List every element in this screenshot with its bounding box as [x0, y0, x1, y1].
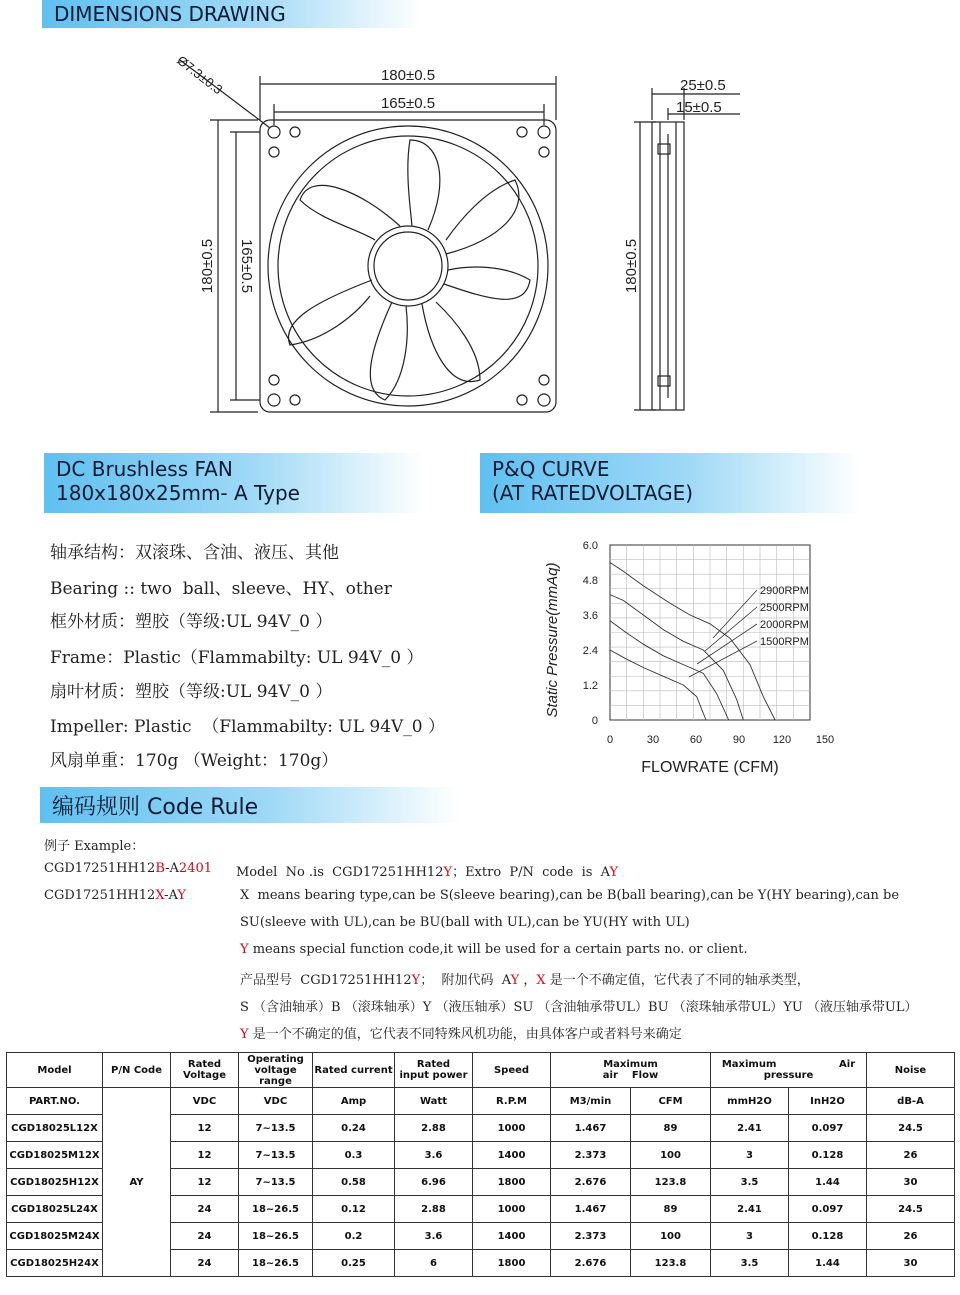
cell-v: 12 — [171, 1115, 239, 1142]
model1-extra-code: 2401 — [178, 861, 212, 876]
pq-title-line1: P&Q CURVE — [492, 457, 610, 481]
th-rv-1: Rated — [187, 1059, 222, 1070]
rule5-c: ； 附加代码 A — [420, 973, 511, 988]
th-pn-code: P/N Code — [103, 1053, 171, 1088]
rule1-c: ；Extro P/N code is A — [452, 865, 610, 880]
cell-rpm: 1400 — [473, 1223, 551, 1250]
rule-line-1 — [236, 861, 618, 880]
cell-cfm: 123.8 — [631, 1250, 711, 1277]
spec-weight: 风扇单重：170g （Weight：170g） — [50, 751, 339, 771]
cell-rpm: 1800 — [473, 1250, 551, 1277]
unit-amp: Amp — [313, 1088, 395, 1115]
table-header-row — [7, 1053, 955, 1088]
fan-header — [44, 453, 424, 513]
cell-db: 24.5 — [867, 1196, 955, 1223]
cell-in: 0.128 — [789, 1223, 867, 1250]
series-line-2900rpm — [610, 563, 775, 721]
cell-rpm: 1000 — [473, 1115, 551, 1142]
chart-ylabel: Static Pressure(mmAq) — [544, 562, 561, 718]
cell-mm: 3 — [711, 1223, 789, 1250]
unit-vdc-rated: VDC — [171, 1088, 239, 1115]
cell-mm: 2.41 — [711, 1115, 789, 1142]
front-view-drawing — [160, 40, 580, 430]
cell-cfm: 89 — [631, 1196, 711, 1223]
cell-watt: 3.6 — [395, 1142, 473, 1169]
series-line-1500rpm — [610, 650, 706, 720]
unit-watt: Watt — [395, 1088, 473, 1115]
rule1-a: Model No .is CGD17251HH12 — [236, 865, 444, 880]
th-air-pressure — [711, 1053, 867, 1088]
unit-db: dB-A — [867, 1088, 955, 1115]
th-model: Model — [7, 1053, 103, 1088]
width-inner-label: 165±0.5 — [380, 95, 436, 112]
cell-watt: 2.88 — [395, 1115, 473, 1142]
rule5-f: X — [536, 973, 546, 988]
model1-base: CGD17251HH12 — [44, 861, 156, 876]
legend-leader — [697, 624, 757, 664]
side-height-label: 180±0.5 — [623, 238, 640, 294]
cell-model: CGD18025L12X — [7, 1115, 103, 1142]
fan-title-line1: DC Brushless FAN — [56, 457, 233, 481]
unit-inh2o: InH2O — [789, 1088, 867, 1115]
th-operating-voltage — [239, 1053, 313, 1088]
rule7-a: Y — [240, 1027, 249, 1042]
x-tick-label: 150 — [815, 734, 835, 746]
cell-model: CGD18025M24X — [7, 1223, 103, 1250]
example-model-2 — [44, 888, 186, 903]
unit-m3: M3/min — [551, 1088, 631, 1115]
spec-bearing-cn: 轴承结构：双滚珠、含油、液压、其他 — [50, 543, 339, 563]
cell-range: 7~13.5 — [239, 1115, 313, 1142]
cell-mm: 2.41 — [711, 1196, 789, 1223]
pq-curve-chart — [535, 530, 855, 790]
cell-m3: 2.373 — [551, 1223, 631, 1250]
code-rule-title: 编码规则 Code Rule — [52, 795, 259, 820]
example-label: 例子 Example： — [44, 839, 145, 854]
rule5-g: 是一个不确定值，它代表了不同的轴承类型， — [545, 973, 810, 988]
cell-amp: 0.3 — [313, 1142, 395, 1169]
side-inner-label: 15±0.5 — [676, 99, 722, 116]
rule4-a: Y — [240, 942, 249, 957]
fan-title-line2: 180x180x25mm- A Type — [56, 481, 300, 505]
spec-impeller-cn: 扇叶材质：塑胶（等级:UL 94V_0 ） — [50, 682, 333, 702]
rule5-e: ， — [519, 973, 537, 988]
cell-range: 7~13.5 — [239, 1142, 313, 1169]
y-tick-label: 6.0 — [582, 540, 598, 552]
cell-v: 12 — [171, 1169, 239, 1196]
width-outer-label: 180±0.5 — [380, 67, 436, 84]
cell-rpm: 1400 — [473, 1142, 551, 1169]
cell-model: CGD18025M12X — [7, 1142, 103, 1169]
x-tick-label: 90 — [732, 734, 746, 746]
model2-sep: -A — [164, 888, 178, 903]
cell-m3: 2.676 — [551, 1169, 631, 1196]
cell-mm: 3.5 — [711, 1250, 789, 1277]
rule-line-5 — [240, 969, 810, 988]
cell-db: 24.5 — [867, 1115, 955, 1142]
cell-rpm: 1000 — [473, 1196, 551, 1223]
cell-cfm: 89 — [631, 1115, 711, 1142]
model2-base: CGD17251HH12 — [44, 888, 156, 903]
legend-2000rpm: 2000RPM — [760, 619, 809, 631]
rule1-b: Y — [443, 865, 453, 880]
cell-m3: 1.467 — [551, 1115, 631, 1142]
side-view-drawing — [600, 70, 750, 420]
chart-xlabel: FLOWRATE (CFM) — [641, 759, 779, 776]
cell-cfm: 100 — [631, 1142, 711, 1169]
cell-in: 1.44 — [789, 1169, 867, 1196]
cell-m3: 2.373 — [551, 1142, 631, 1169]
th-rated-power — [395, 1053, 473, 1088]
pn-code-cell: AY — [103, 1088, 171, 1277]
cell-db: 26 — [867, 1223, 955, 1250]
x-tick-label: 120 — [772, 734, 792, 746]
rule-line-4 — [240, 942, 748, 957]
cell-v: 24 — [171, 1223, 239, 1250]
th-ap-1: Maximum Air — [721, 1059, 856, 1070]
x-tick-label: 30 — [646, 734, 660, 746]
cell-in: 0.128 — [789, 1142, 867, 1169]
cell-amp: 0.25 — [313, 1250, 395, 1277]
th-rv-2: Voltage — [183, 1070, 226, 1081]
cell-cfm: 100 — [631, 1223, 711, 1250]
hole-label: Ø7.3±0.3 — [174, 52, 226, 98]
code-rule-header — [40, 787, 460, 823]
legend-2500rpm: 2500RPM — [760, 602, 809, 614]
pq-header — [480, 453, 860, 513]
th-ov-1: Operating — [247, 1053, 304, 1065]
cell-range: 7~13.5 — [239, 1169, 313, 1196]
cell-db: 30 — [867, 1169, 955, 1196]
rule5-b: Y — [411, 973, 421, 988]
cell-m3: 2.676 — [551, 1250, 631, 1277]
example-model-1 — [44, 861, 212, 876]
th-af-2: air Flow — [602, 1070, 659, 1081]
rule-line-2: X means bearing type,can be S(sleeve bearing),can be B(ball bearing),can be Y(HY bearing),can be — [240, 888, 900, 903]
cell-model: CGD18025H12X — [7, 1169, 103, 1196]
th-speed: Speed — [473, 1053, 551, 1088]
th-rp-1: Rated — [416, 1059, 451, 1070]
legend-2900rpm: 2900RPM — [760, 585, 809, 597]
y-tick-label: 4.8 — [582, 575, 598, 587]
cell-amp: 0.12 — [313, 1196, 395, 1223]
y-tick-label: 0 — [591, 715, 598, 727]
rule5-d: Y — [510, 973, 520, 988]
cell-m3: 1.467 — [551, 1196, 631, 1223]
height-outer-label: 180±0.5 — [199, 238, 216, 294]
spec-impeller-en: Impeller: Plastic （Flammabilty: UL 94V_0 ） — [50, 717, 446, 737]
cell-amp: 0.58 — [313, 1169, 395, 1196]
cell-range: 18~26.5 — [239, 1223, 313, 1250]
th-rated-voltage — [171, 1053, 239, 1088]
unit-rpm: R.P.M — [473, 1088, 551, 1115]
cell-range: 18~26.5 — [239, 1250, 313, 1277]
cell-v: 12 — [171, 1142, 239, 1169]
y-tick-label: 2.4 — [582, 645, 598, 657]
cell-in: 1.44 — [789, 1250, 867, 1277]
rule5-a: 产品型号 CGD17251HH12 — [240, 973, 412, 988]
side-depth-label: 25±0.5 — [680, 77, 726, 94]
cell-amp: 0.24 — [313, 1115, 395, 1142]
unit-cfm: CFM — [631, 1088, 711, 1115]
model1-bearing-code: B — [155, 861, 166, 876]
th-ap-2: pressure — [763, 1070, 814, 1081]
x-tick-label: 60 — [689, 734, 703, 746]
cell-watt: 6.96 — [395, 1169, 473, 1196]
unit-part: PART.NO. — [7, 1088, 103, 1115]
x-tick-label: 0 — [606, 734, 614, 746]
rule-line-6: S （含油轴承）B （滚珠轴承）Y （液压轴承）SU （含油轴承带UL）BU （滚珠轴承带UL）YU （液压轴承带UL） — [240, 1000, 918, 1015]
cell-cfm: 123.8 — [631, 1169, 711, 1196]
rule1-d: Y — [609, 865, 619, 880]
th-af-1: Maximum — [603, 1059, 658, 1070]
spec-frame-cn: 框外材质：塑胶（等级:UL 94V_0 ） — [50, 612, 333, 632]
legend-leader — [713, 590, 757, 638]
cell-v: 24 — [171, 1250, 239, 1277]
legend-1500rpm: 1500RPM — [760, 636, 809, 648]
th-rated-current: Rated current — [313, 1053, 395, 1088]
model1-sep: -A — [165, 861, 179, 876]
cell-in: 0.097 — [789, 1115, 867, 1142]
cell-db: 26 — [867, 1142, 955, 1169]
th-ov-2: voltage range — [254, 1064, 297, 1087]
cell-watt: 2.88 — [395, 1196, 473, 1223]
rule4-b: means special function code,it will be used for a certain parts no. or client. — [248, 942, 748, 957]
cell-model: CGD18025L24X — [7, 1196, 103, 1223]
cell-mm: 3.5 — [711, 1169, 789, 1196]
height-inner-label: 165±0.5 — [238, 238, 255, 294]
dimensions-header — [42, 0, 422, 28]
table-units-row — [7, 1088, 955, 1115]
cell-range: 18~26.5 — [239, 1196, 313, 1223]
unit-vdc-range: VDC — [239, 1088, 313, 1115]
th-air-flow — [551, 1053, 711, 1088]
cell-v: 24 — [171, 1196, 239, 1223]
y-tick-label: 3.6 — [582, 610, 598, 622]
rule-line-7 — [240, 1023, 682, 1042]
cell-db: 30 — [867, 1250, 955, 1277]
cell-watt: 6 — [395, 1250, 473, 1277]
cell-mm: 3 — [711, 1142, 789, 1169]
spec-bearing-en: Bearing :: two ball、sleeve、HY、other — [50, 579, 392, 599]
cell-watt: 3.6 — [395, 1223, 473, 1250]
model2-extra-code: Y — [177, 888, 186, 903]
rule7-b: 是一个不确定的值，它代表不同特殊风机功能，由具体客户或者料号来确定 — [248, 1027, 682, 1042]
spec-frame-en: Frame：Plastic（Flammabilty: UL 94V_0 ） — [50, 648, 424, 668]
cell-model: CGD18025H24X — [7, 1250, 103, 1277]
pq-title-line2: (AT RATEDVOLTAGE) — [492, 481, 694, 505]
spec-table — [6, 1052, 955, 1277]
unit-mmh2o: mmH2O — [711, 1088, 789, 1115]
cell-amp: 0.2 — [313, 1223, 395, 1250]
th-rp-2: input power — [399, 1070, 468, 1081]
rule-line-3: SU(sleeve with UL),can be BU(ball with UL),can be YU(HY with UL) — [240, 915, 690, 930]
y-tick-label: 1.2 — [582, 680, 598, 692]
model2-bearing-code: X — [155, 888, 165, 903]
th-noise: Noise — [867, 1053, 955, 1088]
dimensions-title: DIMENSIONS DRAWING — [54, 2, 286, 26]
cell-in: 0.097 — [789, 1196, 867, 1223]
cell-rpm: 1800 — [473, 1169, 551, 1196]
